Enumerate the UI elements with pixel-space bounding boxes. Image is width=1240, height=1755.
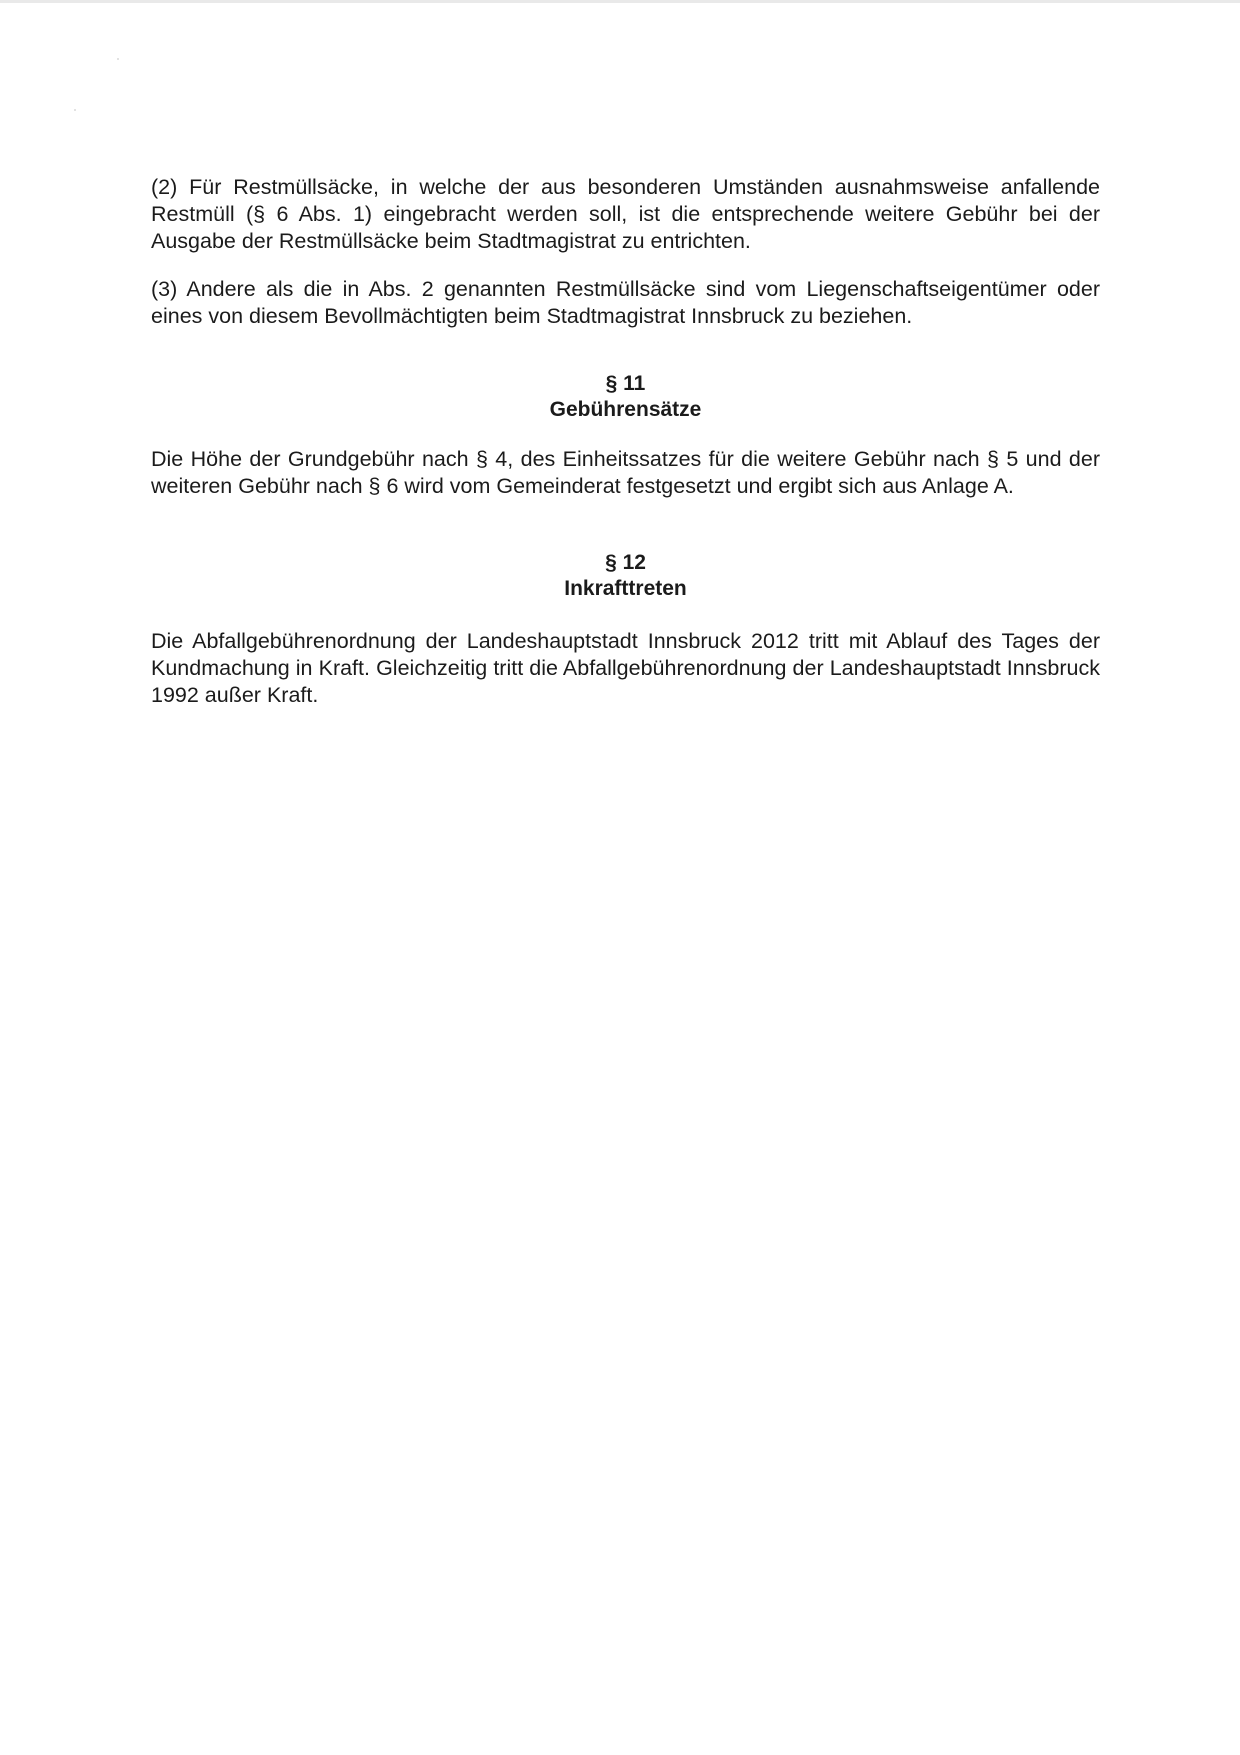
paragraph-2: (2) Für Restmüllsäcke, in welche der aus besonderen Umständen ausnahmsweise anfallende Restmüll (§ 6 Abs. 1) eingebracht werden soll, ist die entsprechende weitere Gebühr bei der Ausgabe der Restmüllsäcke beim Stadtmagistrat zu entrichten. [151,175,1100,253]
section-title: Inkrafttreten [564,577,687,600]
scan-speck [117,58,119,60]
section-number: § 11 [605,372,646,395]
section-12-heading [151,550,1100,602]
section-number: § 12 [605,551,646,574]
document-body [151,174,1100,709]
paragraph-3: (3) Andere als die in Abs. 2 genannten Restmüllsäcke sind vom Liegenschaftseigentümer oder eines von diesem Bevollmächtigten beim Stadtmagistrat Innsbruck zu beziehen. [151,277,1100,328]
section-12-text: Die Abfallgebührenordnung der Landeshauptstadt Innsbruck 2012 tritt mit Ablauf des Tages der Kundmachung in Kraft. Gleichzeitig tritt die Abfallgebührenordnung der Landeshauptstadt Innsbruck 1992 außer Kraft. [151,629,1100,707]
section-11-text: Die Höhe der Grundgebühr nach § 4, des Einheitssatzes für die weitere Gebühr nach § 5 und der weiteren Gebühr nach § 6 wird vom Gemeinderat festgesetzt und ergibt sich aus Anlage A. [151,447,1100,498]
scan-speck [74,109,76,111]
scan-top-edge [0,0,1240,3]
section-title: Gebührensätze [549,398,702,421]
section-11-heading [151,371,1100,423]
